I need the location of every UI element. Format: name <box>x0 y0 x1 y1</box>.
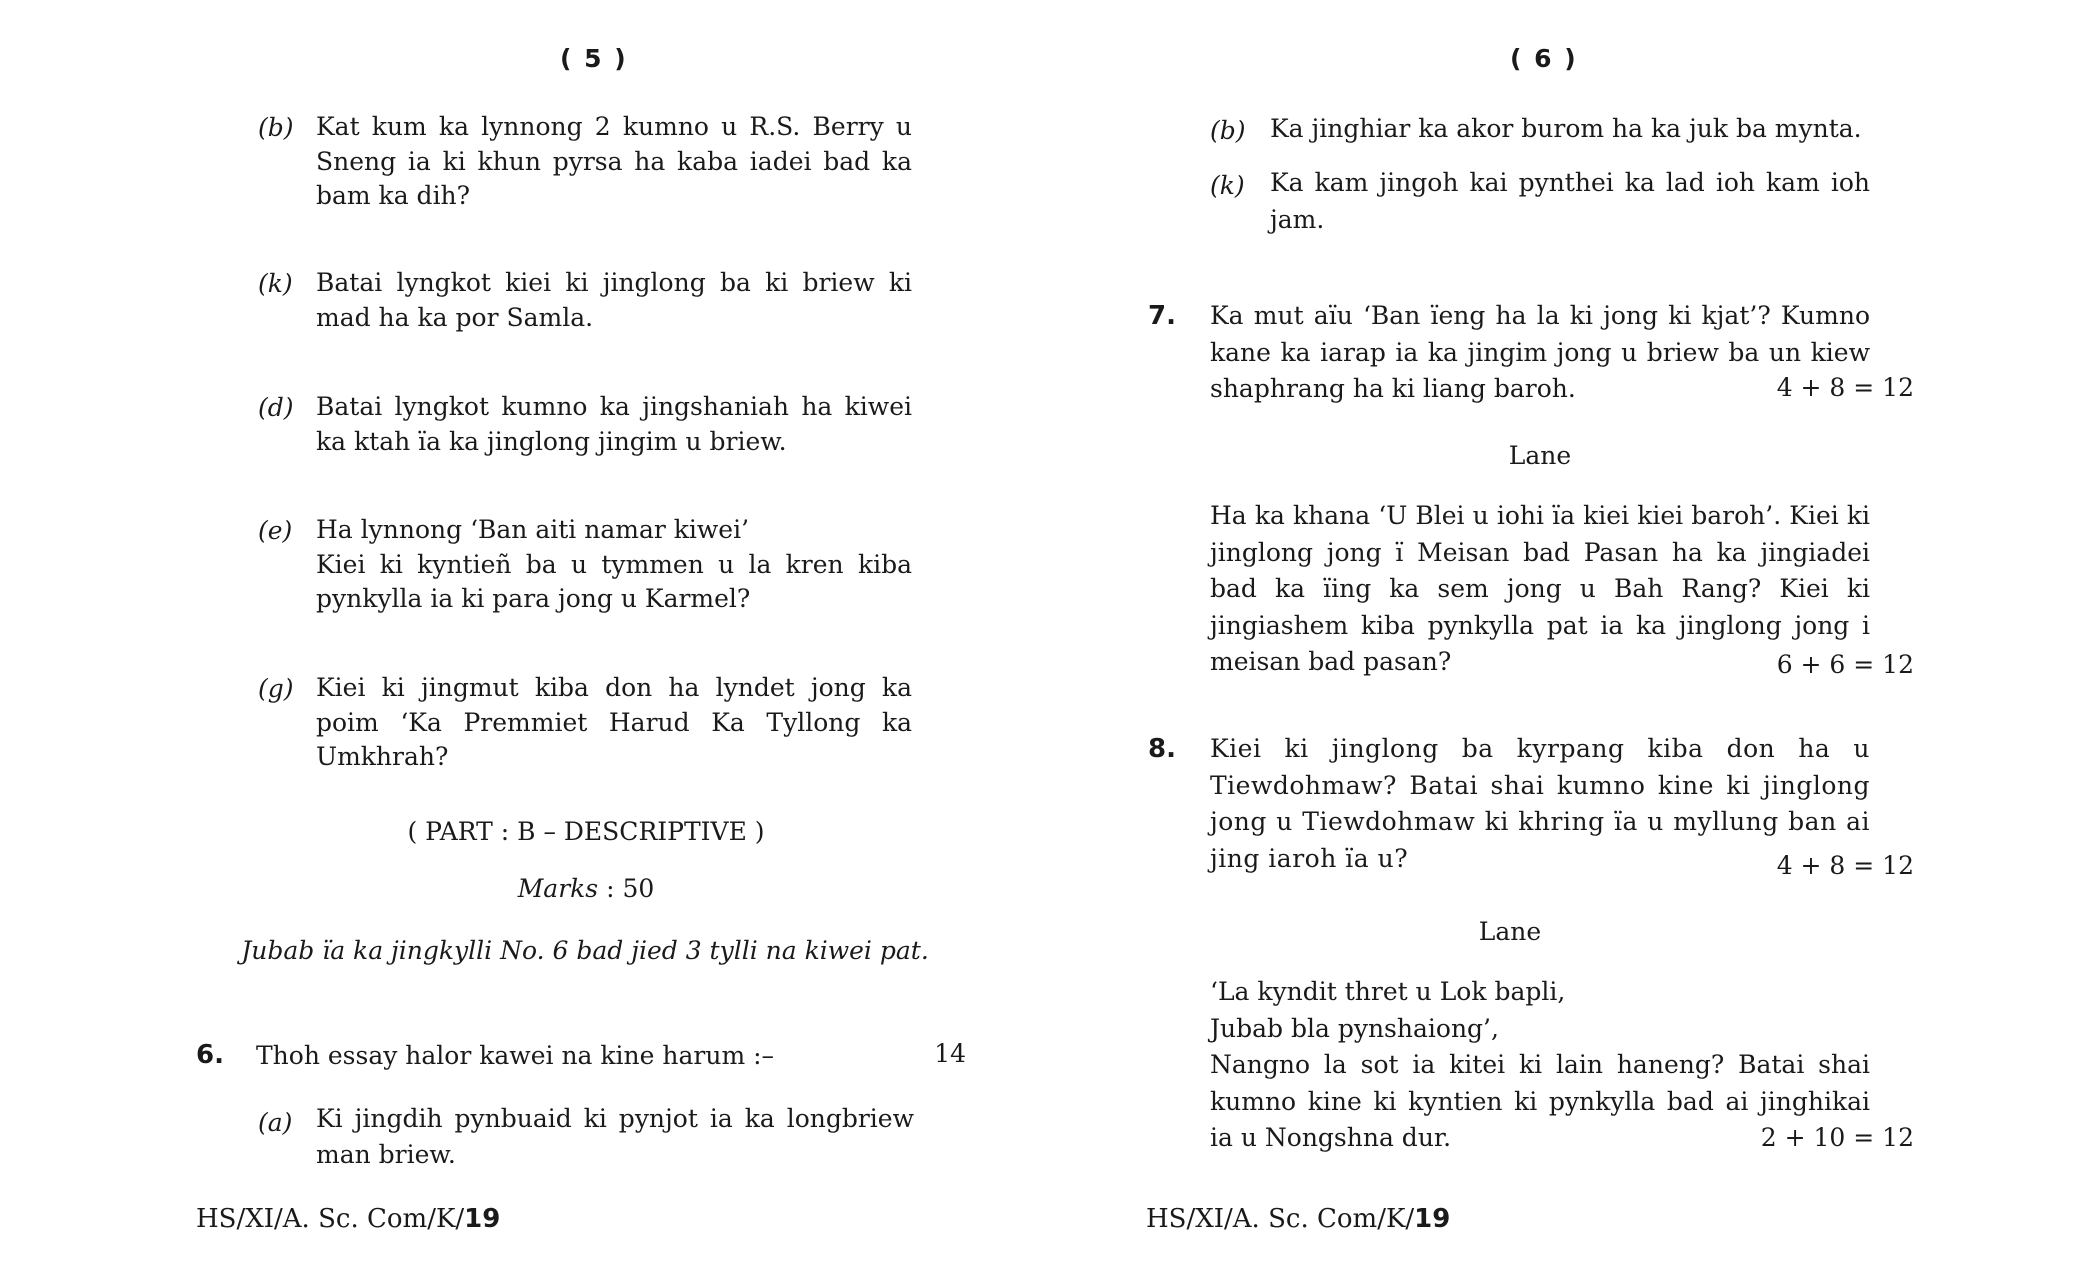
or-divider: Lane <box>1478 917 1542 946</box>
question-number: 8. <box>1148 734 1176 764</box>
question-number: 7. <box>1148 301 1176 331</box>
question-label: (b) <box>258 113 294 142</box>
question-text <box>316 513 912 617</box>
question-text: Ka mut aïu ‘Ban ïeng ha la ki jong ki kjat’? Kumno kane ka iarap ia ka jingim jong u briew ba un kiew shaphrang ha ki liang baroh. <box>1210 301 1870 403</box>
marks-line <box>316 874 856 903</box>
question-label: (g) <box>258 674 294 703</box>
question-text: Ka kam jingoh kai pynthei ka lad ioh kam ioh jam. <box>1270 168 1870 234</box>
footer-page-count: 19 <box>464 1204 501 1234</box>
marks-label: Marks <box>517 874 599 903</box>
footer-code-text: HS/XI/A. Sc. Com/K/ <box>196 1204 465 1234</box>
question-text: Ha ka khana ‘U Blei u iohi ïa kiei kiei baroh’. Kiei ki jinglong jong ï Meisan bad Pasan ha ka jingiadei bad ka ïing ka sem jong u Bah Rang? Kiei ki jingiashem kiba pynkylla pat ia ka jinglong jong i meisan bad pasan? <box>1210 501 1870 676</box>
question-label: (a) <box>258 1108 293 1137</box>
question-text: Kiei ki jinglong ba kyrpang kiba don ha u Tiewdohmaw? Batai shai kumno kine ki jinglong jong u Tiewdohmaw ki khring ïa u myllung ban ai jing iaroh ïa u? <box>1210 734 1870 873</box>
question-text: Kat kum ka lynnong 2 kumno u R.S. Berry u Sneng ia ki khun pyrsa ha kaba iadei bad ka bam ka dih? <box>316 112 912 210</box>
question-text: Ka jinghiar ka akor burom ha ka juk ba mynta. <box>1270 114 1862 143</box>
question-label: (e) <box>258 516 293 545</box>
footer-page-count: 19 <box>1414 1204 1451 1234</box>
poem-line: Jubab bla pynshaiong’, <box>1210 1013 1499 1043</box>
question-label: (k) <box>258 269 293 298</box>
question-text: Batai lyngkot kumno ka jingshaniah ha kiwei ka ktah ïa ka jinglong jingim u briew. <box>316 392 912 456</box>
part-heading: ( PART : B – DESCRIPTIVE ) <box>407 817 765 846</box>
question-marks: 4 + 8 = 12 <box>1776 851 1914 880</box>
question-label: (b) <box>1210 116 1246 145</box>
poem-line: ‘La kyndit thret u Lok bapli, <box>1210 977 1566 1006</box>
question-marks: 14 <box>934 1039 966 1068</box>
question-text-line: Ha lynnong ‘Ban aiti namar kiwei’ <box>316 515 750 544</box>
or-divider: Lane <box>1508 441 1572 470</box>
question-marks: 4 + 8 = 12 <box>1776 373 1914 402</box>
footer-code <box>196 1204 500 1234</box>
question-label: (k) <box>1210 171 1245 200</box>
question-text: Batai lyngkot kiei ki jinglong ba ki briew ki mad ha ka por Samla. <box>316 268 912 332</box>
question-label: (d) <box>258 393 294 422</box>
footer-code <box>1146 1204 1450 1234</box>
question-text: Kiei ki jingmut kiba don ha lyndet jong ka poim ‘Ka Premmiet Harud Ka Tyllong ka Umkhrah? <box>316 673 912 771</box>
question-text: Ki jingdih pynbuaid ki pynjot ia ka longbriew man briew. <box>316 1104 914 1169</box>
left-page-number: ( 5 ) <box>560 44 628 73</box>
question-number: 6. <box>196 1040 224 1070</box>
question-text: Thoh essay halor kawei na kine harum :– <box>256 1041 775 1070</box>
question-body: Nangno la sot ia kitei ki lain haneng? Batai shai kumno kine ki kyntien ki pynkylla bad ai jinghikai ia u Nongshna dur. <box>1210 1050 1870 1152</box>
instruction: Jubab ïa ka jingkylli No. 6 bad jied 3 tylli na kiwei pat. <box>241 936 929 965</box>
marks-value: : 50 <box>598 874 655 903</box>
right-page-number: ( 6 ) <box>1510 44 1578 73</box>
question-marks: 2 + 10 = 12 <box>1760 1123 1914 1152</box>
question-text-rest: Kiei ki kyntieñ ba u tymmen u la kren kiba pynkylla ia ki para jong u Karmel? <box>316 549 912 613</box>
footer-code-text: HS/XI/A. Sc. Com/K/ <box>1146 1204 1415 1234</box>
question-marks: 6 + 6 = 12 <box>1776 650 1914 679</box>
